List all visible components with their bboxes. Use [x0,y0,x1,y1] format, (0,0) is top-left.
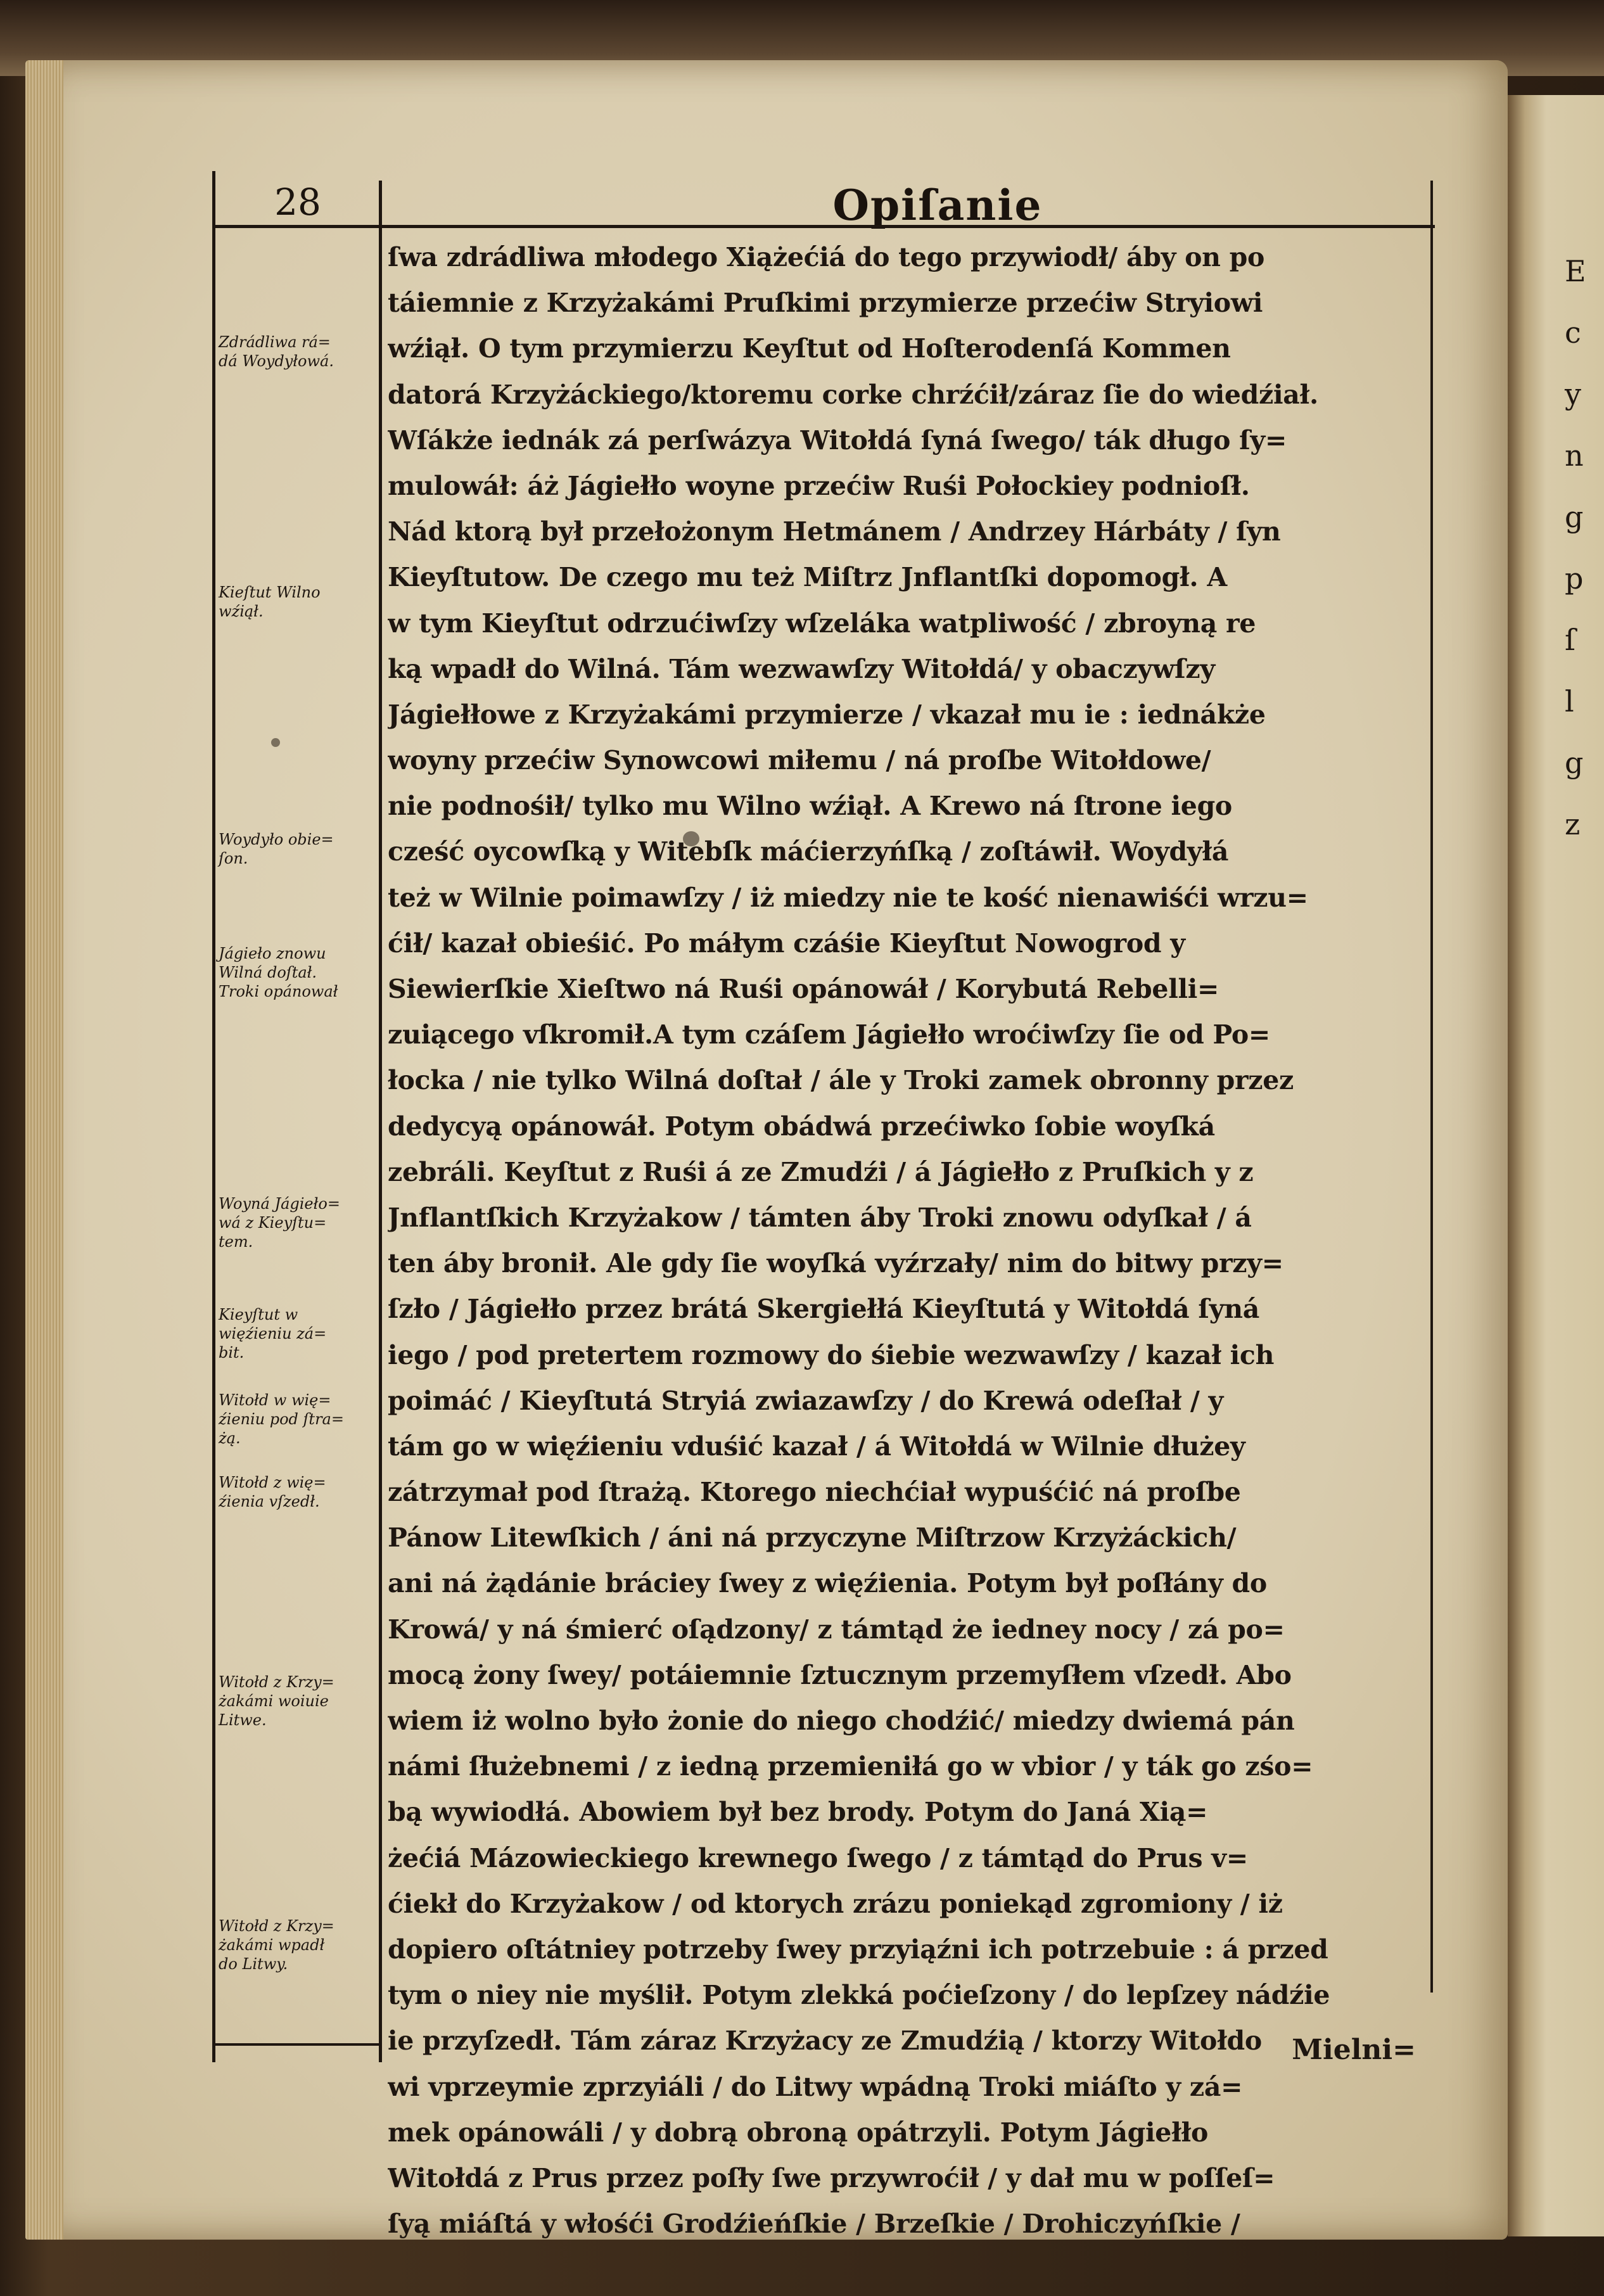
text-line: wiem iż wolno było żonie do niego chodźić/ miedzy dwiemá pán [388,1706,1295,1736]
text-line: wźiął. O tym przymierzu Keyſtut od Hoſterodenſá Kommen [388,333,1231,364]
marginal-note-line: źienia vſzedł. [219,1493,320,1510]
fragment-letter: y [1565,377,1581,411]
marginal-note-line: Kieyſtut w [219,1306,298,1323]
text-line: Witołdá z Prus przez poſły ſwe przywroćił / y dał mu w poſſeſ= [388,2162,1275,2193]
text-line: nie podnośił/ tylko mu Wilno wźiął. A Krewo ná ſtrone iego [388,791,1232,822]
text-line: ſwa zdrádliwa młodego Xiążećiá do tego przywiodł/ áby on po [388,242,1265,272]
marginal-note-line: żą. [219,1429,241,1447]
margin-bottom-rule [212,2043,380,2046]
marginal-note-line: więźieniu zá= [219,1325,327,1343]
text-line: też w Wilnie poimawſzy / iż miedzy nie te kość nienawiśći wrzu= [388,882,1308,913]
marginal-note [219,583,377,621]
text-line: ten áby bronił. Ale gdy ſie woyſká vyźrzały/ nim do bitwy przy= [388,1248,1283,1279]
marginal-note-line: żakámi wpadł [219,1936,325,1954]
text-line: Wſákże iednák zá perſwázya Witołdá ſyná ſwego/ ták długo ſy= [388,424,1287,456]
text-line: ani ná żądánie bráciey ſwey z więźienia. Potym był poſłány do [388,1568,1267,1599]
marginal-note-line: żakámi woiuie [219,1692,329,1710]
ink-blot [271,738,280,747]
marginal-note-line: bit. [219,1344,245,1362]
text-line: zebráli. Keyſtut z Ruśi á ze Zmudźi / á Jágiełło z Pruſkich y z [388,1156,1254,1187]
marginal-note [219,944,377,1001]
marginal-note [219,1305,377,1362]
text-line: Nád ktorą był przełożonym Hetmánem / Andrzey Hárbáty / ſyn [388,516,1281,547]
text-line: Kieyſtutow. De czego mu też Miſtrz Jnflantſki dopomogł. A [388,562,1227,593]
text-line: mulowáł: áż Jágiełło woyne przećiw Ruśi Połockiey podnioſł. [388,470,1250,501]
page-number: 28 [274,181,321,224]
marginal-note-line: Witołd z wię= [219,1474,326,1491]
text-line [388,2247,1427,2292]
fragment-letter: E [1565,254,1586,288]
marginal-note-line: dá Woydyłowá. [219,352,334,370]
fragment-letter: g [1565,500,1584,534]
marginal-note-line: Wilná doſtał. [219,964,317,981]
text-line: bą wywiodłá. Abowiem był bez brody. Potym do Janá Xią= [388,1797,1208,1828]
marginal-note-line: wźiął. [219,603,264,620]
margin-rule-outer [212,171,215,2062]
marginal-note-line: tem. [219,1233,253,1251]
marginal-note-line: wá z Kieyſtu= [219,1214,327,1232]
fragment-letter: ſ [1565,623,1576,657]
marginal-note-line: źieniu pod ſtra= [219,1410,344,1428]
page-edge-stack [25,60,63,2240]
marginal-note [219,333,377,371]
text-line: ćił/ kazał obieśić. Po máłym czáśie Kieyſtut Nowogrod y [388,928,1185,959]
text-line: Pánow Litewſkich / áni ná przyczyne Miſtrzow Krzyżáckich/ [388,1522,1237,1553]
text-line: zuiącego vſkromił.A tym czáſem Jágiełło wroćiwſzy ſie od Po= [388,1019,1270,1050]
text-line: wi vprzeymie zprzyiáli / do Litwy wpádną Troki miáſto y zá= [388,2071,1243,2102]
marginal-note-line: Woydyło obie= [219,831,334,848]
marginal-note-line: Witołd w wię= [219,1391,331,1409]
text-line: w tym Kieyſtut odrzućiwſzy wſzeláka watpliwość / zbroyną re [388,608,1256,639]
fragment-letter: z [1565,807,1581,841]
text-line: Jnflantſkich Krzyżakow / támten áby Troki znowu odyſkał / á [388,1202,1252,1233]
catchword: Mielni= [1292,2034,1416,2066]
text-line: námi ſłużebnemi / z iedną przemieniłá go w vbior / y ták go zśo= [388,1751,1313,1782]
marginal-note [219,1194,377,1251]
text-line: ie przyſzedł. Tám záraz Krzyżacy ze Zmudźią / ktorzy Witołdo [388,2025,1262,2057]
fragment-letter: p [1565,561,1584,596]
text-line: iego / pod pretertem rozmowy do śiebie wezwawſzy / kazał ich [388,1339,1275,1370]
marginal-note-line: Witołd z Krzy= [219,1917,334,1935]
text-line: ſzło / Jágiełło przez brátá Skergiełłá Kieyſtutá y Witołdá ſyná [388,1294,1260,1325]
text-line: tám go w więźieniu vduśić kazał / á Witołdá w Wilnie dłużey [388,1431,1245,1462]
text-line: Siewierſkie Xieſtwo ná Ruśi opánowáł / Korybutá Rebelli= [388,974,1219,1004]
header-rule [212,225,1435,228]
text-line: poimáć / Kieyſtutá Stryiá zwiazawſzy / do Krewá odeſłał / y [388,1385,1224,1416]
text-line: datorá Krzyżáckiego/ktoremu corke chrźćił/záraz ſie do wiedźiał. [388,379,1318,410]
running-title: Opiſanie [832,181,1043,230]
text-line: Krowá/ y ná śmierć oſądzony/ z támtąd że iedney nocy / zá po= [388,1614,1285,1645]
marginal-note-line: Troki opánował [219,983,338,1000]
text-line: ką wpadł do Wilná. Tám wezwawſzy Witołdá/ y obaczywſzy [388,653,1215,684]
marginal-note-line: do Litwy. [219,1955,288,1973]
text-line: ſyą miáſtá y włośći Grodźieńſkie / Brzeſkie / Drohiczyńſkie / [388,2209,1240,2240]
marginal-note [219,1917,377,1974]
marginal-note-line: Witołd z Krzy= [219,1673,334,1691]
text-line: Jágiełłowe z Krzyżakámi przymierze / vkazał mu ie : iednákże [388,699,1266,730]
text-line: mocą żony ſwey/ potáiemnie ſztucznym przemyſłem vſzedł. Abo [388,1659,1292,1690]
text-line: woyny przećiw Synowcowi miłemu / ná proſbe Witołdowe/ [388,745,1211,776]
text-line: tym o niey nie myślił. Potym zlekká poćieſzony / do lepſzey nádźie [388,1980,1330,2011]
facing-page-text-fragments [1565,241,1603,855]
text-line: dedycyą opánowáł. Potym obádwá przećiwko ſobie woyſká [388,1111,1215,1142]
text-line: ćiekł do Krzyżakow / od ktorych zrázu poniekąd zgromiony / iż [388,1888,1283,1919]
marginal-note [219,1473,377,1511]
text-rule-right [1430,181,1433,1993]
marginal-note-line: Litwe. [219,1711,267,1729]
marginal-note-line: Jágieło znowu [219,945,326,962]
marginal-note [219,1673,377,1730]
fragment-letter: l [1565,684,1574,718]
text-line: zátrzymał pod ſtrażą. Ktorego niechćiał wypuśćić ná proſbe [388,1477,1241,1508]
text-line: cześć oycowſką y Witebſk máćierzyńſką / zoſtáwił. Woydyłá [388,836,1229,867]
text-line: mek opánowáli / y dobrą obroną opátrzyli. Potym Jágiełło [388,2117,1209,2148]
marginal-note-line: Woyná Jágieło= [219,1195,340,1213]
marginal-note-line: Zdrádliwa rá= [219,333,331,351]
text-line: łocka / nie tylko Wilná doſtał / ále y Troki zamek obronny przez [388,1065,1294,1096]
marginal-note [219,830,377,868]
marginal-note-line: ſon. [219,850,248,867]
text-line: żećiá Mázowieckiego krewnego ſwego / z támtąd do Prus v= [388,1842,1248,1873]
main-text-block [388,234,1427,2292]
fragment-letter: g [1565,746,1584,780]
fragment-letter: n [1565,438,1584,473]
fragment-letter: c [1565,316,1581,350]
text-line: dopiero oſtátniey potrzeby ſwey przyiąźni ich potrzebuie : á przed [388,1934,1328,1965]
margin-rule-inner [379,181,382,2062]
text-line: táiemnie z Krzyżakámi Pruſkimi przymierze przećiw Stryiowi [388,288,1263,319]
marginal-note [219,1391,377,1448]
marginal-note-line: Kieſtut Wilno [219,584,321,601]
